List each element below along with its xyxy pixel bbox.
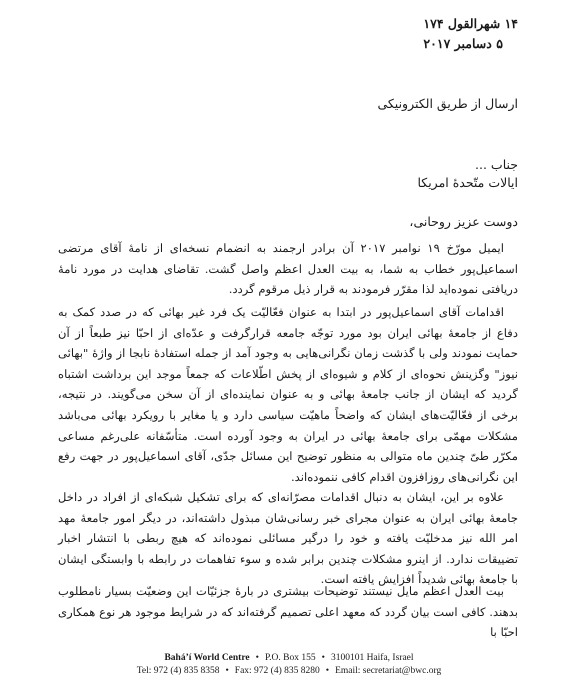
body-paragraph-3 <box>58 487 518 590</box>
salutation: دوست عزیز روحانی، <box>409 214 518 229</box>
footer-fax: Fax: 972 (4) 835 8280 <box>234 666 320 676</box>
date-gregorian: ۵ دسامبر ۲۰۱۷ <box>423 36 503 51</box>
paragraph-text: علاوه بر این، ایشان به دنبال اقدامات مصرّانه‌ای که برای تشکیل شبکه‌ای از افراد در داخل جامعهٔ بهائی ایران به عنوان مجرای خبر رسانی‌شان مبذول داشته‌اند، در دیگر امور جامعهٔ مهد امر الله نیز مدخلیّت یافته و خود را درگیر مسائلی نموده‌اند که هیچ ربطی با انتشار اخبار تضییقات ندارد. از اینرو مشکلات چندین برابر شده و سوء تفاهمات در رابطه با وابستگی ایشان با جامعهٔ بهائی شدیداً افزایش یافته است. <box>58 490 518 587</box>
body-paragraph-1 <box>58 238 518 300</box>
recipient-address <box>58 156 518 192</box>
paragraph-text: بیت العدل اعظم مایل نیستند توضیحات بیشتری در بارهٔ جزئیّات این وضعیّت بسیار نامطلوب بدهند. کافی است بیان گردد که معهد اعلی تصمیم گرفته‌اند که در شرایط موجود هر نوع همکاری احبّا با <box>58 584 518 640</box>
date-block <box>423 14 518 54</box>
body-paragraph-4 <box>58 581 518 643</box>
date-badii: ۱۴ شهرالقول ۱۷۴ <box>423 16 518 31</box>
footer-tel: Tel: 972 (4) 835 8358 <box>136 666 220 676</box>
paragraph-text: ایمیل مورّخ ۱۹ نوامبر ۲۰۱۷ آن برادر ارجمند به انضمام نسخه‌ای از نامهٔ آقای مرتضی اسماعیل‌پور خطاب به شما، به بیت العدل اعظم واصل گشت. تقاضای هدایت در مورد نامهٔ دریافتی نموده‌اید لذا مقرّر فرمودند به قرار ذیل مرقوم گردد. <box>58 241 518 297</box>
footer-organization: Bahá’í World Centre <box>164 653 250 663</box>
recipient-name: جناب ... <box>475 157 518 172</box>
letterhead-footer: Bahá’í World Centre • P.O. Box 155 • 3100101 Haifa, Israel Tel: 972 (4) 835 8358 • Fax: 972 (4) 835 8280 • Email: secretariat@bwc.org <box>136 653 442 676</box>
footer-city: 3100101 Haifa, Israel <box>330 653 414 663</box>
footer-po-box: P.O. Box 155 <box>264 653 316 663</box>
paragraph-text: اقدامات آقای اسماعیل‌پور در ابتدا به عنوان فعّالیّت یک فرد غیر بهائی که در صدد کمک به دفاع از جامعهٔ بهائی ایران بود مورد توجّه جامعه قرارگرفت و عدّه‌ای از احبّا نیز طبعاً از آن حمایت نمودند ولی با گذشت زمان نگرانی‌هایی به وجود آمد از جمله استفادهٔ نابجا از واژهٔ "بهائی نیوز" وگزینش نحوه‌ای از کلام و شیوه‌ای از پخش اطّلاعات که جمعاً موجد این برداشت اشتباه گردید که ایشان از جانب جامعهٔ بهائی و به عنوان نماینده‌ای از آن سخن می‌گویند. در نتیجه، برخی از فعّالیّت‌های ایشان که واضحاً ماهیّت سیاسی دارد و یا مغایر با رویکرد بهائی می‌باشد مشکلات مهمّی برای جامعهٔ بهائی در ایران به وجود آورده است. متأسّفانه علی‌رغم مساعی مکرّر طیّ چندین ماه متوالی به منظور توضیح این مسائل جدّی، آقای اسماعیل‌پور در جهت رفع این نگرانی‌های روزافزون اقدام کافی ننموده‌اند. <box>58 305 518 484</box>
body-paragraph-2 <box>58 302 518 487</box>
recipient-country: ایالات متّحدهٔ امریکا <box>417 175 518 190</box>
transmission-method: ارسال از طریق الکترونیکی <box>377 96 518 111</box>
footer-email: Email: secretariat@bwc.org <box>335 666 442 676</box>
